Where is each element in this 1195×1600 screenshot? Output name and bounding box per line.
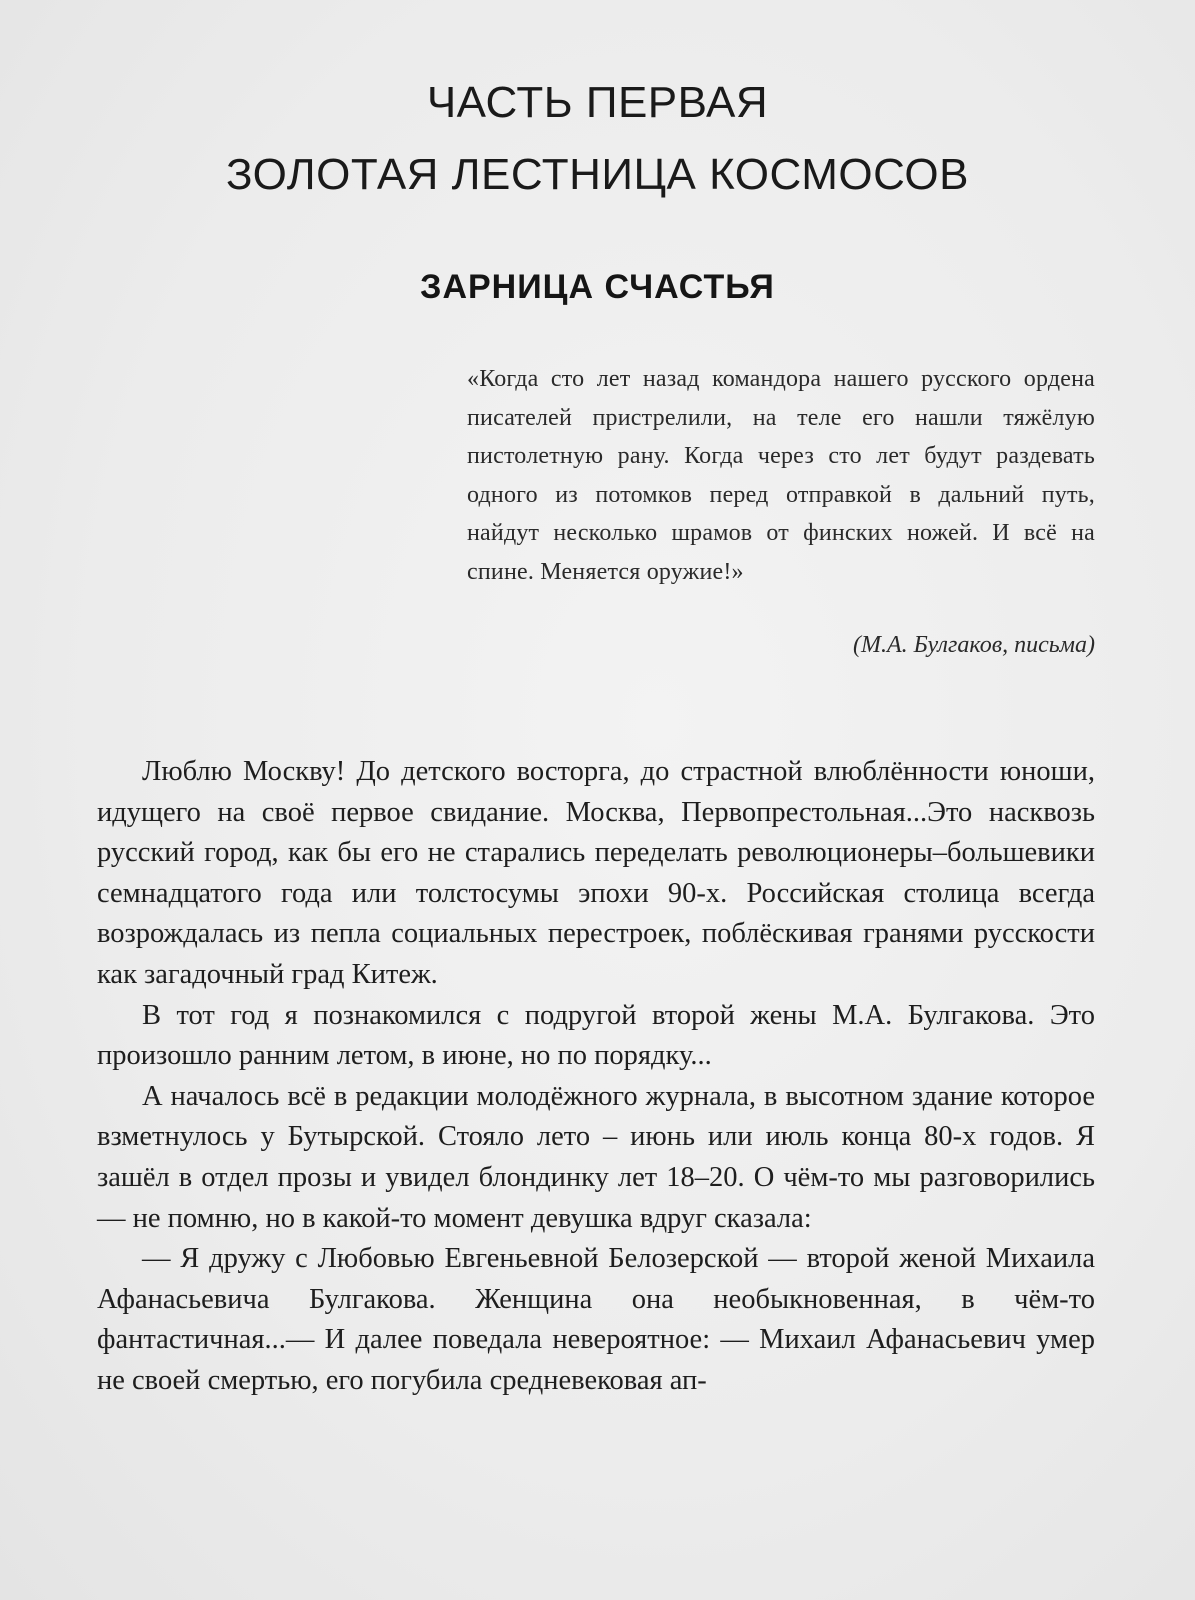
paragraph: В тот год я познакомился с подругой второй жены М.А. Булгакова. Это произошло ранним летом, в июне, но по порядку...: [97, 999, 1095, 1072]
paragraph: — Я дружу с Любовью Евгеньевной Белозерской — второй женой Михаила Афанасьевича Булгакова. Женщина она необыкновенная, в чём-то фантастичная...— И далее поведала невероятное: — Михаил Афанасьевич умер не своей смертью, его погубила средневековая ап-: [97, 1243, 1095, 1396]
paragraph: А началось всё в редакции молодёжного журнала, в высотном здание которое взметнулось у Бутырской. Стояло лето – июнь или июль конца 80-х годов. Я зашёл в отдел прозы и увидел блондинку лет 18–20. О чём-то мы разговорились — не помню, но в какой-то момент девушка вдруг сказала:: [97, 1080, 1095, 1234]
epigraph-source: (М.А. Булгаков, письма): [853, 632, 1095, 658]
body-text: [97, 752, 1095, 1402]
chapter-title: ЗАРНИЦА СЧАСТЬЯ: [420, 268, 775, 306]
part-subtitle: ЗОЛОТАЯ ЛЕСТНИЦА КОСМОСОВ: [225, 150, 969, 199]
epigraph-text: «Когда сто лет назад командора нашего русского ордена писателей пристрелили, на теле его нашли тяжёлую пистолетную рану. Когда через сто лет будут раздевать одного из потомков перед отправкой в дальний путь, найдут несколько шрамов от финских ножей. И всё на спине. Меняется оружие!»: [467, 366, 1095, 585]
part-title: ЧАСТЬ ПЕРВАЯ: [426, 78, 769, 127]
paragraph: Люблю Москву! До детского восторга, до страстной влюблённости юноши, идущего на своё первое свидание. Москва, Первопрестольная...Это насквозь русский город, как бы его не старались переделать революционеры–большевики семнадцатого года или толстосумы эпохи 90-х. Российская столица всегда возрождалась из пепла социальных перестроек, поблёскивая гранями русскости как загадочный град Китеж.: [97, 756, 1095, 990]
